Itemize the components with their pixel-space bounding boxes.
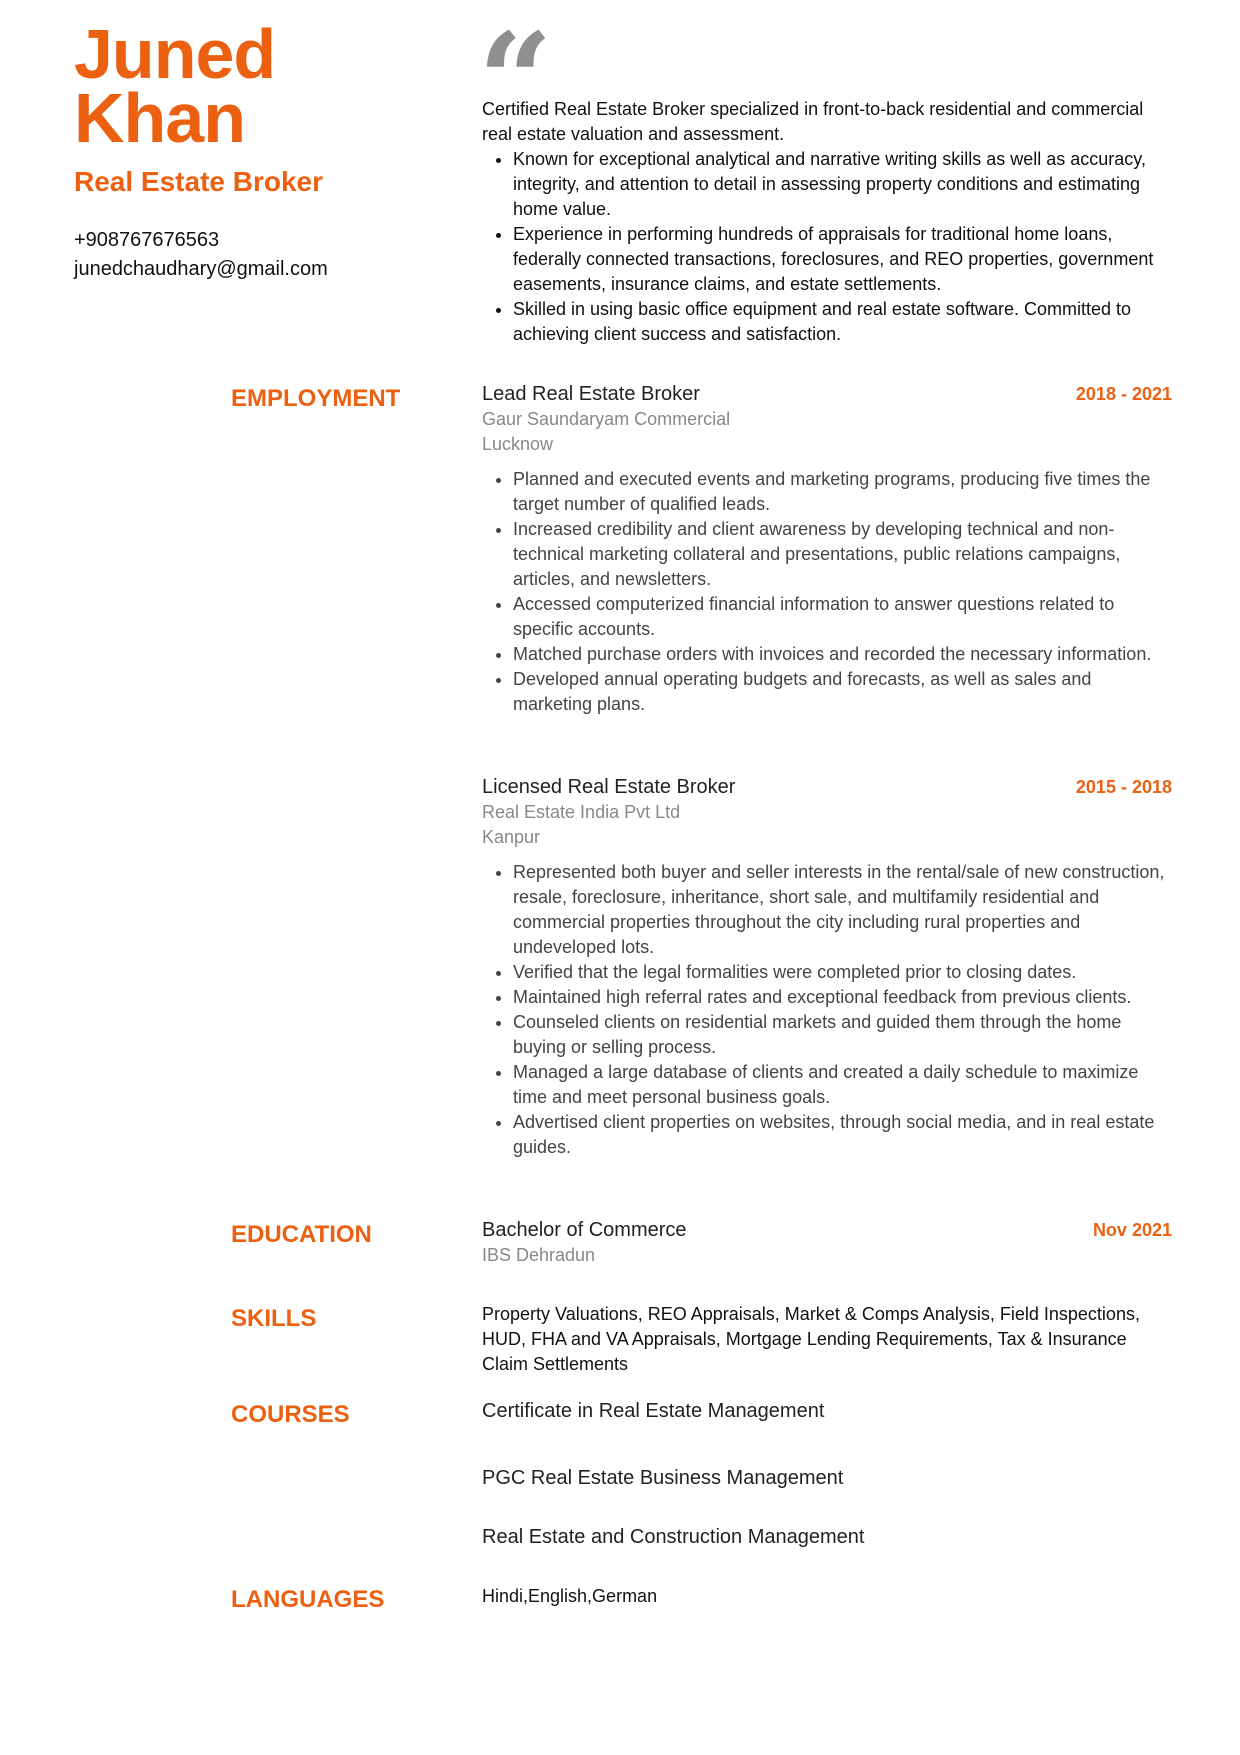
school: IBS Dehradun <box>482 1245 596 1265</box>
course: PGC Real Estate Business Management <box>482 1467 844 1489</box>
languages-heading: LANGUAGES <box>231 1586 385 1613</box>
job-bullet: • Maintained high referral rates and exceptional feedback from previous clients. <box>513 985 1172 1010</box>
job-dates: 2018 - 2021 <box>1075 384 1172 404</box>
job-bullet: • Managed a large database of clients and created a daily schedule to maximize time and meet personal business goals. <box>513 1060 1172 1110</box>
city: Lucknow <box>482 434 554 454</box>
course: Certificate in Real Estate Management <box>482 1400 825 1422</box>
candidate-name <box>74 15 276 157</box>
job-bullet: • Accessed computerized financial information to answer questions related to specific accounts. <box>513 592 1172 642</box>
summary-intro: Certified Real Estate Broker specialized in front-to-back residential and commercial real estate valuation and assessment. <box>482 99 1144 144</box>
employment-heading: EMPLOYMENT <box>231 385 401 412</box>
job-entry <box>482 382 1172 717</box>
job-title: Licensed Real Estate Broker <box>482 776 736 798</box>
summary-bullet: • Known for exceptional analytical and narrative writing skills as well as accuracy, integrity, and attention to detail in assessing property conditions and estimating home value. <box>513 147 1172 222</box>
education-heading: EDUCATION <box>231 1221 372 1248</box>
last-name: Khan <box>74 79 245 157</box>
summary-bullet: • Experience in performing hundreds of appraisals for traditional home loans, federally connected transactions, foreclosures, and REO properties, government easements, insurance claims, and estate settlements. <box>513 222 1172 297</box>
phone: +908767676563 <box>74 229 220 251</box>
job-bullet: • Planned and executed events and marketing programs, producing five times the target number of qualified leads. <box>513 467 1172 517</box>
course: Real Estate and Construction Management <box>482 1526 865 1548</box>
company: Gaur Saundaryam Commercial <box>482 409 731 429</box>
degree: Bachelor of Commerce <box>482 1219 687 1241</box>
job-title: Lead Real Estate Broker <box>482 383 700 405</box>
quote-icon: “ <box>478 4 553 157</box>
job-bullet: • Increased credibility and client awareness by developing technical and non-technical marketing collateral and presentations, public relations campaigns, articles, and newsletters. <box>513 517 1172 592</box>
courses-heading: COURSES <box>231 1401 350 1428</box>
education-entry <box>482 1218 1172 1268</box>
job-entry <box>482 775 1172 1160</box>
job-bullet: • Verified that the legal formalities were completed prior to closing dates. <box>513 960 1172 985</box>
job-dates: 2015 - 2018 <box>1075 777 1172 797</box>
job-bullet: • Developed annual operating budgets and forecasts, as well as sales and marketing plans. <box>513 667 1172 717</box>
summary-bullet: • Skilled in using basic office equipment and real estate software. Committed to achieving client success and satisfaction. <box>513 297 1172 347</box>
company: Real Estate India Pvt Ltd <box>482 802 681 822</box>
contact-info <box>74 226 328 284</box>
job-bullet: • Counseled clients on residential markets and guided them through the home buying or selling process. <box>513 1010 1172 1060</box>
job-bullet: • Matched purchase orders with invoices and recorded the necessary information. <box>513 642 1172 667</box>
skills-heading: SKILLS <box>231 1305 317 1332</box>
email: junedchaudhary@gmail.com <box>74 258 328 280</box>
skills-list: Property Valuations, REO Appraisals, Market & Comps Analysis, Field Inspections, HUD, FHA and VA Appraisals, Mortgage Lending Requirements, Tax & Insurance Claim Settlements <box>482 1304 1140 1374</box>
languages-list: Hindi,English,German <box>482 1586 658 1606</box>
city: Kanpur <box>482 827 541 847</box>
job-bullet: • Advertised client properties on websites, through social media, and in real estate guides. <box>513 1110 1172 1160</box>
first-name: Juned <box>74 15 276 93</box>
job-bullet: • Represented both buyer and seller interests in the rental/sale of new construction, resale, foreclosure, inheritance, short sale, and multifamily residential and commercial properties throughout the city including rural properties and undeveloped lots. <box>513 860 1172 960</box>
summary <box>482 97 1172 347</box>
education-date: Nov 2021 <box>1092 1220 1172 1240</box>
job-role: Real Estate Broker <box>74 166 324 197</box>
